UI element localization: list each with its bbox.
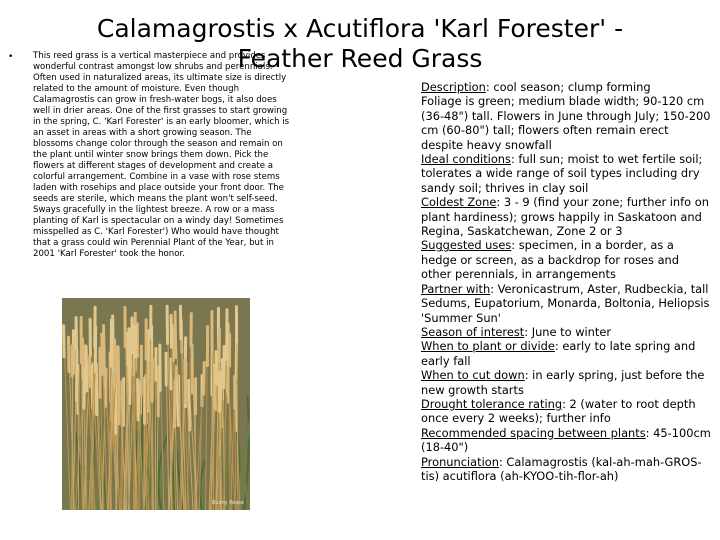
feather-reed-grass-photo <box>62 298 250 510</box>
grass-plume <box>84 369 85 408</box>
detail-label: Coldest Zone <box>421 195 497 210</box>
grass-illustration <box>62 298 250 510</box>
detail-item <box>421 94 711 152</box>
detail-item <box>421 80 711 94</box>
detail-value: Foliage is green; medium blade width; 90-120 cm (36-48") tall. Flowers in June through July; 150-200 cm (60-80") tall; flowers often remain erect despite heavy snowfall <box>421 94 711 152</box>
grass-plume <box>104 345 105 388</box>
detail-label: Ideal conditions <box>421 152 511 167</box>
detail-label: When to plant or divide <box>421 339 555 354</box>
grass-plume <box>64 326 65 357</box>
detail-value: : Veronicastrum, Aster, Rudbeckia, tall Sedums, Eupatorium, Monarda, Boltonia, Heliopsis 'Summer Sun' <box>421 281 710 325</box>
detail-item <box>421 455 711 484</box>
detail-label: Description <box>421 80 486 94</box>
detail-item <box>421 282 711 325</box>
grass-plume <box>117 347 118 386</box>
detail-item <box>421 195 711 238</box>
detail-item <box>421 368 711 397</box>
detail-item <box>421 426 711 455</box>
detail-label: Drought tolerance rating <box>421 396 563 411</box>
detail-label: Partner with <box>421 281 491 296</box>
detail-item <box>421 397 711 426</box>
detail-label: Pronunciation <box>421 454 499 469</box>
detail-value: : 3 - 9 (find your zone; further info on plant hardiness); grows happily in Saskatoon and Regina, Saskatchewan, Zone 2 or 3 <box>421 195 709 239</box>
detail-item <box>421 325 711 339</box>
detail-item <box>421 238 711 281</box>
grass-plume <box>228 366 229 402</box>
detail-item <box>421 339 711 368</box>
detail-label: Suggested uses <box>421 238 512 253</box>
detail-label: Recommended spacing between plants <box>421 425 646 440</box>
detail-value: : 45-100cm (18-40") <box>421 425 711 455</box>
grass-plume <box>86 347 87 391</box>
detail-value: : early to late spring and early fall <box>421 339 696 368</box>
detail-value: : 2 (water to root depth once every 2 weeks); further info <box>421 396 696 426</box>
plant-details-list <box>421 80 711 483</box>
plant-description-paragraph: This reed grass is a vertical masterpiece and provides wonderful contrast amongst low shrubs and perennials. Often used in naturalized areas, its ultimate size is directly related to the amount of moisture. Even though Calamagrostis can grow in fresh-water bogs, it also does well in drier areas. One of the first grasses to start growing in the spring, C. 'Karl Forester' is an early bloomer, which is an asset in areas with a short growing season. The blossoms change color through the season and remain on the plant until winter snow brings them down. Pick the flowers at different stages of development and create a colorful arrangement. Combine in a vase with rose stems laden with rosehips and place outside your front door. The seeds are sterile, which means the plant won't self-seed. Sways gracefully in the lightest breeze. A row or a mass planting of Karl is spectacular on a windy day! Sometimes misspelled as C. 'Karl Forester') Who would have thought that a grass could win Perennial Plant of the Year, but in 2001 'Karl Forester' took the honor. <box>33 51 290 259</box>
grass-plume <box>175 312 176 357</box>
detail-label: Season of interest <box>421 324 525 339</box>
detail-value: : cool season; clump forming <box>485 80 651 94</box>
detail-value: : June to winter <box>524 324 612 339</box>
bullet-marker: • <box>8 52 14 62</box>
grass-plume <box>185 360 186 404</box>
grass-plume <box>204 362 205 394</box>
detail-value: : full sun; moist to wet fertile soil; tolerates a wide range of soil types including dry sandy soil; thrives in clay soil <box>421 152 703 195</box>
photo-credit: Bunny Pease <box>211 500 244 506</box>
detail-value: : specimen, in a border, as a hedge or screen, as a backdrop for roses and other perennials, in arrangements <box>421 238 679 282</box>
detail-value: : Calamagrostis (kal-ah-mah-GROS-tis) acutiflora (ah-KYOO-tih-flor-ah) <box>421 454 702 483</box>
grass-plume <box>76 318 77 350</box>
grass-plume <box>114 340 115 373</box>
grass-plume <box>174 381 175 427</box>
detail-item <box>421 152 711 195</box>
detail-value: : in early spring, just before the new growth starts <box>421 368 705 397</box>
slide-title: Calamagrostis x Acutiflora 'Karl Forester' - Feather Reed Grass <box>96 14 624 73</box>
detail-label: When to cut down <box>421 368 525 383</box>
